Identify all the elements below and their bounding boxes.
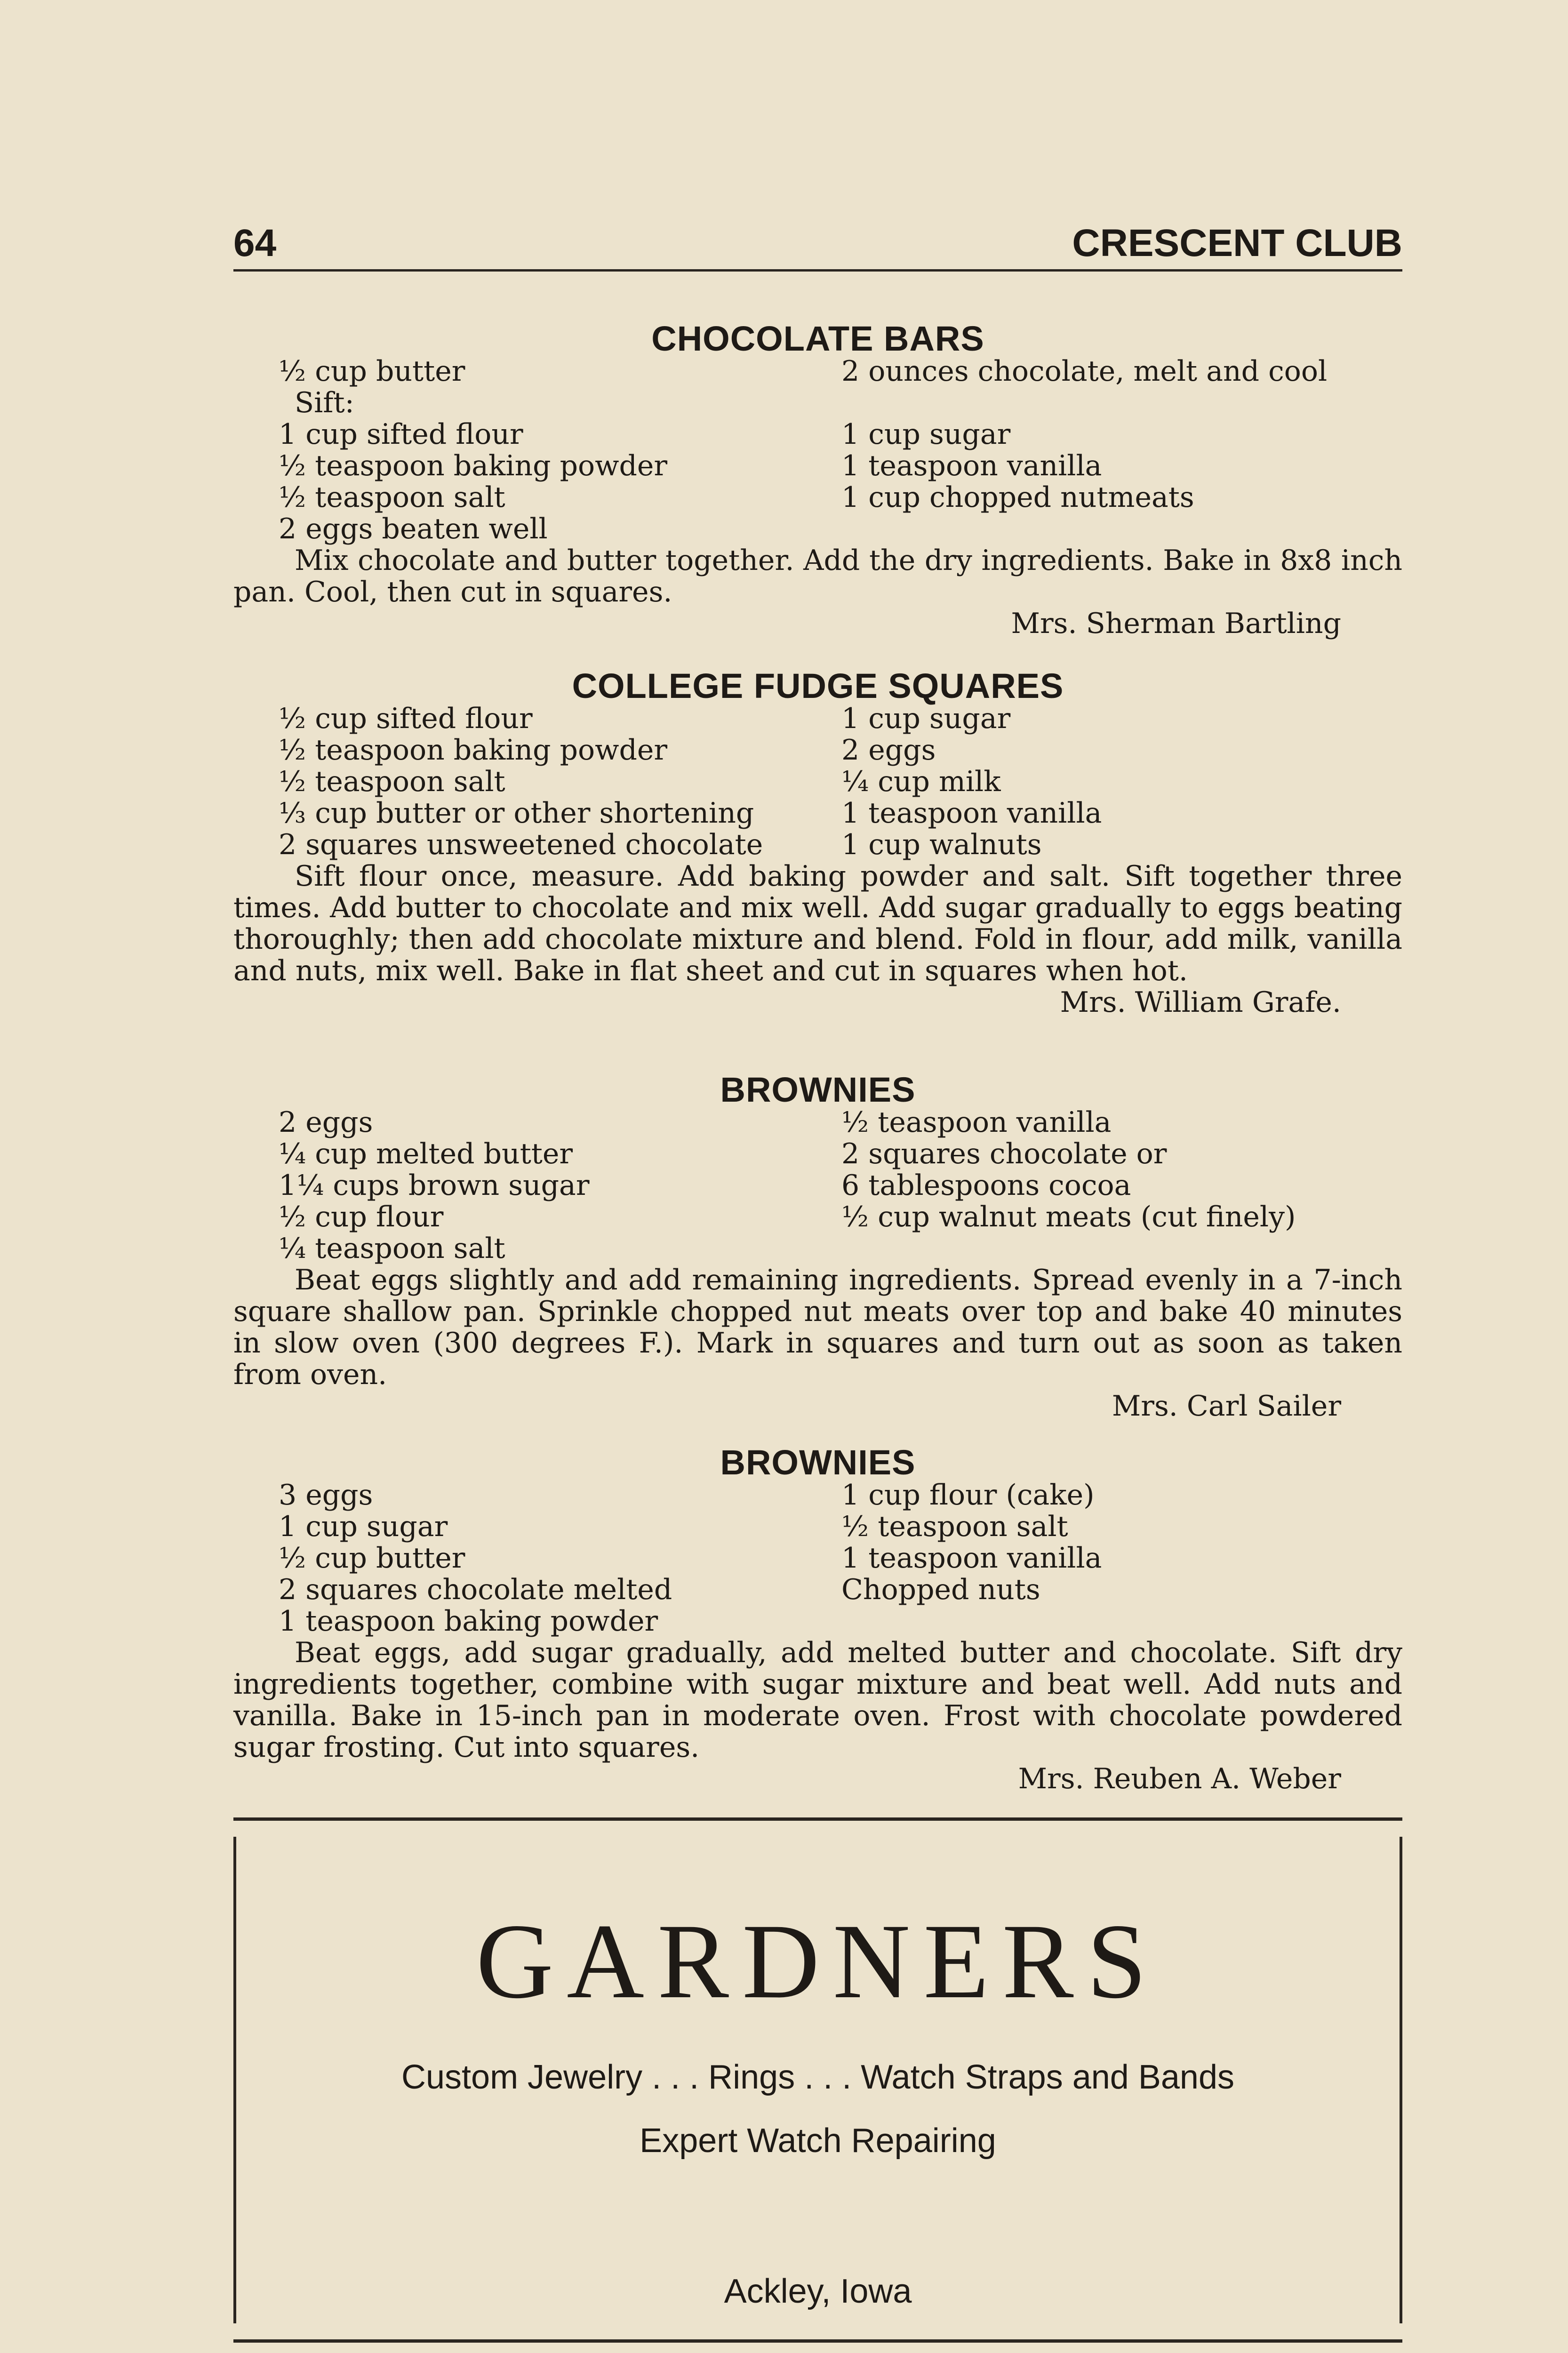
ingredient-left: ½ cup butter (279, 355, 465, 388)
recipe-title: BROWNIES (720, 1443, 916, 1482)
ingredient-right: ¼ cup milk (841, 765, 1001, 798)
ingredient-left: 1¼ cups brown sugar (279, 1169, 590, 1202)
recipe-signature: Mrs. Reuben A. Weber (1018, 1762, 1341, 1795)
ingredient-left: ½ teaspoon salt (279, 765, 505, 798)
ingredient-row (233, 513, 1402, 545)
ingredient-row (233, 829, 1402, 861)
ingredient-row (233, 419, 1402, 450)
ingredient-row (233, 450, 1402, 482)
ingredient-right: 1 teaspoon vanilla (841, 1542, 1102, 1575)
ingredient-right: 1 teaspoon vanilla (841, 797, 1102, 830)
recipe-brownies-sailer (233, 1070, 1402, 1423)
ingredient-right: 2 squares chocolate or (841, 1137, 1167, 1170)
ingredient-row (233, 1574, 1402, 1606)
ingredient-left: 2 eggs beaten well (279, 512, 548, 545)
ingredient-right: ½ teaspoon salt (841, 1510, 1068, 1543)
ingredient-row (233, 356, 1402, 387)
ingredient-row (233, 1107, 1402, 1138)
ingredient-left: 2 eggs (279, 1106, 373, 1139)
ingredient-row (233, 1138, 1402, 1170)
recipe-instructions: Mix chocolate and butter together. Add the dry ingredients. Bake in 8x8 inch pan. Cool, then cut in squares. (233, 544, 1402, 608)
ingredient-left: ½ teaspoon baking powder (279, 449, 668, 482)
ingredient-row (233, 1606, 1402, 1637)
recipe-title: COLLEGE FUDGE SQUARES (572, 666, 1064, 705)
page-header (233, 217, 1402, 272)
ingredient-left: 2 squares unsweetened chocolate (279, 828, 763, 861)
page-number: 64 (233, 222, 277, 264)
ingredient-left: 1 cup sifted flour (279, 418, 523, 451)
ad-repair: Expert Watch Repairing (640, 2122, 996, 2160)
ingredient-row (233, 1201, 1402, 1233)
ingredient-left: 3 eggs (279, 1479, 373, 1512)
ingredient-right: 1 cup walnuts (841, 828, 1042, 861)
ingredient-left: ⅓ cup butter or other shortening (279, 797, 754, 830)
ingredient-left: ½ cup sifted flour (279, 702, 533, 735)
ingredient-row (233, 766, 1402, 798)
ingredient-row (233, 703, 1402, 735)
running-title: CRESCENT CLUB (1072, 222, 1402, 264)
ingredient-right: ½ cup walnut meats (cut finely) (841, 1201, 1296, 1233)
ingredient-row (233, 482, 1402, 513)
recipe-instructions: Beat eggs, add sugar gradually, add melted butter and chocolate. Sift dry ingredients together, combine with sugar mixture and beat well. Add nuts and vanilla. Bake in 15-inch pan in moderate oven. Frost with chocolate powdered sugar frosting. Cut into squares. (233, 1636, 1402, 1764)
ingredient-right: 1 cup sugar (841, 702, 1011, 735)
ingredient-left: ¼ cup melted butter (279, 1137, 573, 1170)
recipe-signature: Mrs. Sherman Bartling (1011, 607, 1341, 640)
ingredient-right: ½ teaspoon vanilla (841, 1106, 1112, 1139)
gardners-advertisement (233, 1817, 1402, 2343)
ingredient-row (233, 1543, 1402, 1574)
recipe-instructions: Beat eggs slightly and add remaining ingredients. Spread evenly in a 7-inch square shallow pan. Sprinkle chopped nut meats over top and bake 40 minutes in slow oven (300 degrees F.). Mark in squares and turn out as soon as taken from oven. (233, 1264, 1402, 1391)
sift-label: Sift: (295, 386, 354, 419)
ingredient-left: ¼ teaspoon salt (279, 1232, 505, 1265)
ingredient-left: ½ cup butter (279, 1542, 465, 1575)
ingredient-right: 6 tablespoons cocoa (841, 1169, 1131, 1202)
recipe-brownies-weber (233, 1443, 1402, 1795)
ingredient-row (233, 735, 1402, 766)
ingredient-right: Chopped nuts (841, 1573, 1040, 1606)
recipe-title: BROWNIES (720, 1070, 916, 1109)
recipe-signature: Mrs. William Grafe. (1060, 986, 1341, 1019)
ingredient-right: 2 ounces chocolate, melt and cool (841, 355, 1328, 388)
ingredient-left: ½ teaspoon salt (279, 481, 505, 514)
ad-location: Ackley, Iowa (724, 2273, 912, 2310)
ingredient-left: 2 squares chocolate melted (279, 1573, 672, 1606)
recipe-instructions: Sift flour once, measure. Add baking powder and salt. Sift together three times. Add butter to chocolate and mix well. Add sugar gradually to eggs beating thoroughly; then add chocolate mixture and blend. Fold in flour, add milk, vanilla and nuts, mix well. Bake in flat sheet and cut in squares when hot. (233, 860, 1402, 987)
ingredient-row (233, 1480, 1402, 1511)
ad-services: Custom Jewelry . . . Rings . . . Watch Straps and Bands (401, 2058, 1234, 2096)
ingredient-right: 1 cup flour (cake) (841, 1479, 1095, 1512)
recipe-college-fudge-squares (233, 666, 1402, 1019)
ingredient-right: 1 teaspoon vanilla (841, 449, 1102, 482)
ad-business-name: GARDNERS (476, 1902, 1160, 2021)
recipe-title: CHOCOLATE BARS (651, 319, 984, 358)
ingredient-left: 1 cup sugar (279, 1510, 448, 1543)
ingredient-right: 2 eggs (841, 734, 936, 767)
ingredient-row (233, 1170, 1402, 1201)
ingredient-right: 1 cup chopped nutmeats (841, 481, 1194, 514)
ingredient-right: 1 cup sugar (841, 418, 1011, 451)
ingredient-row (233, 387, 1402, 419)
ad-frame (233, 1837, 1402, 2323)
ingredient-row (233, 798, 1402, 829)
ingredient-row (233, 1511, 1402, 1543)
recipe-chocolate-bars (233, 319, 1402, 640)
ingredient-row (233, 1233, 1402, 1265)
ingredient-left: ½ cup flour (279, 1201, 444, 1233)
ingredient-left: ½ teaspoon baking powder (279, 734, 668, 767)
recipe-signature: Mrs. Carl Sailer (1112, 1390, 1341, 1423)
ingredient-left: 1 teaspoon baking powder (279, 1605, 658, 1638)
